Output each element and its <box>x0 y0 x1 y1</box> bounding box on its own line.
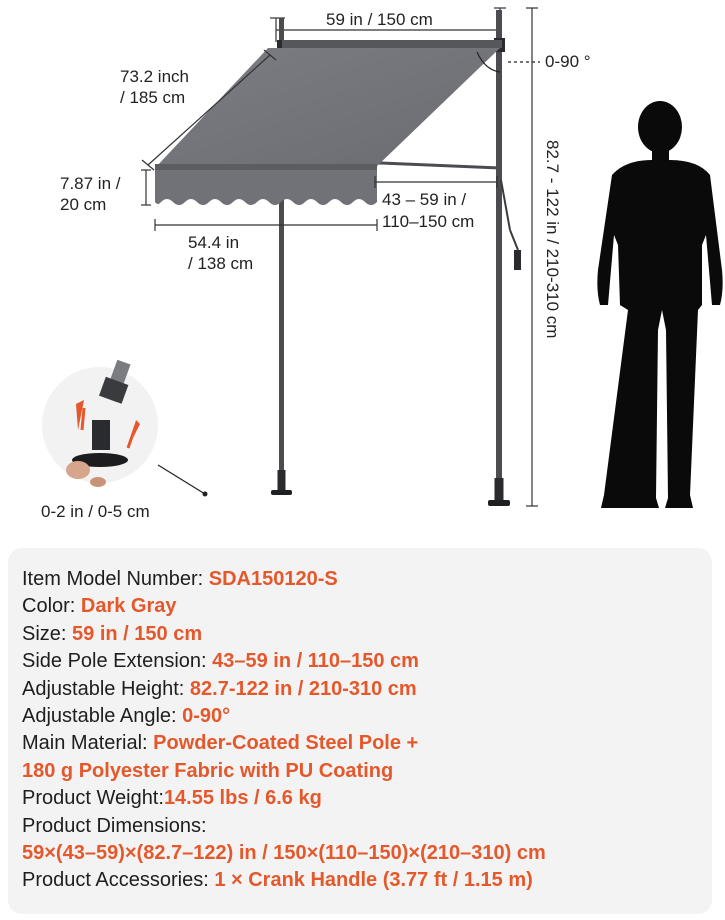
spec-row <box>22 676 417 702</box>
crank-handle <box>501 180 521 270</box>
valance-dimension-line <box>141 170 151 205</box>
extension-dimension-line <box>375 176 497 188</box>
projection-label-line2: / 138 cm <box>188 254 254 273</box>
extension-label-line1: 43 – 59 in / <box>382 190 467 209</box>
height-label: 82.7 - 122 in / 210-310 cm <box>543 140 562 339</box>
extension-label-line2: 110–150 cm <box>382 212 475 231</box>
spec-label: Adjustable Angle: <box>22 705 183 727</box>
spec-value: 180 g Polyester Fabric with PU Coating <box>22 759 394 782</box>
front-bar <box>155 164 377 170</box>
spec-value: Dark Gray <box>80 595 177 618</box>
foot-adjust-label: 0-2 in / 0-5 cm <box>41 502 150 521</box>
spec-label: Product Dimensions: <box>22 814 207 837</box>
spec-value: 14.55 lbs / 6.6 kg <box>163 787 322 810</box>
height-dimension-line <box>526 8 538 506</box>
awning-fabric <box>155 48 500 168</box>
length-label-line1: 73.2 inch <box>120 67 189 86</box>
spec-row <box>22 593 177 619</box>
spec-value: Powder-Coated Steel Pole + <box>153 732 419 755</box>
spec-label: Color: <box>22 595 81 618</box>
length-label-line2: / 185 cm <box>120 88 186 107</box>
valance <box>155 170 377 205</box>
spec-row <box>22 648 419 674</box>
spec-value: SDA150120-S <box>208 568 338 590</box>
projection-dimension-line <box>155 219 377 231</box>
projection-label-line1: 54.4 in <box>188 233 240 252</box>
roller-bar <box>282 40 502 48</box>
spec-label: Product Weight: <box>22 787 164 810</box>
spec-label: Side Pole Extension: <box>22 650 213 673</box>
spec-row <box>22 621 202 647</box>
person-silhouette <box>597 101 722 508</box>
spec-label: Size: <box>22 622 73 645</box>
spec-row <box>22 867 533 893</box>
spec-row <box>22 703 230 729</box>
spec-value: 59×(43–59)×(82.7–122) in / 150×(110–150)×(210–310) cm <box>22 842 546 864</box>
spec-value: 82.7-122 in / 210-310 cm <box>189 677 417 700</box>
spec-row <box>22 758 393 784</box>
spec-label: Main Material: <box>22 732 154 755</box>
spec-value: 1 × Crank Handle (3.77 ft / 1.15 m) <box>214 869 533 892</box>
spec-row <box>22 813 207 839</box>
spec-value: 0-90° <box>182 705 231 727</box>
spec-row <box>22 730 418 756</box>
spec-value: 43–59 in / 110–150 cm <box>212 650 419 673</box>
spec-value: 59 in / 150 cm <box>72 622 203 645</box>
angle-label: 0-90 ° <box>545 52 591 71</box>
spec-label: Product Accessories: <box>22 869 215 892</box>
valance-label-line1: 7.87 in / <box>60 174 121 193</box>
spec-label: Item Model Number: <box>22 568 209 590</box>
spec-label: Adjustable Height: <box>22 677 190 700</box>
foot-detail-inset <box>42 358 208 496</box>
width-label: 59 in / 150 cm <box>326 10 433 29</box>
spec-row <box>22 566 338 592</box>
spec-row <box>22 840 546 866</box>
valance-label-line2: 20 cm <box>60 195 107 214</box>
right-pole <box>488 10 510 506</box>
spec-row <box>22 785 322 811</box>
